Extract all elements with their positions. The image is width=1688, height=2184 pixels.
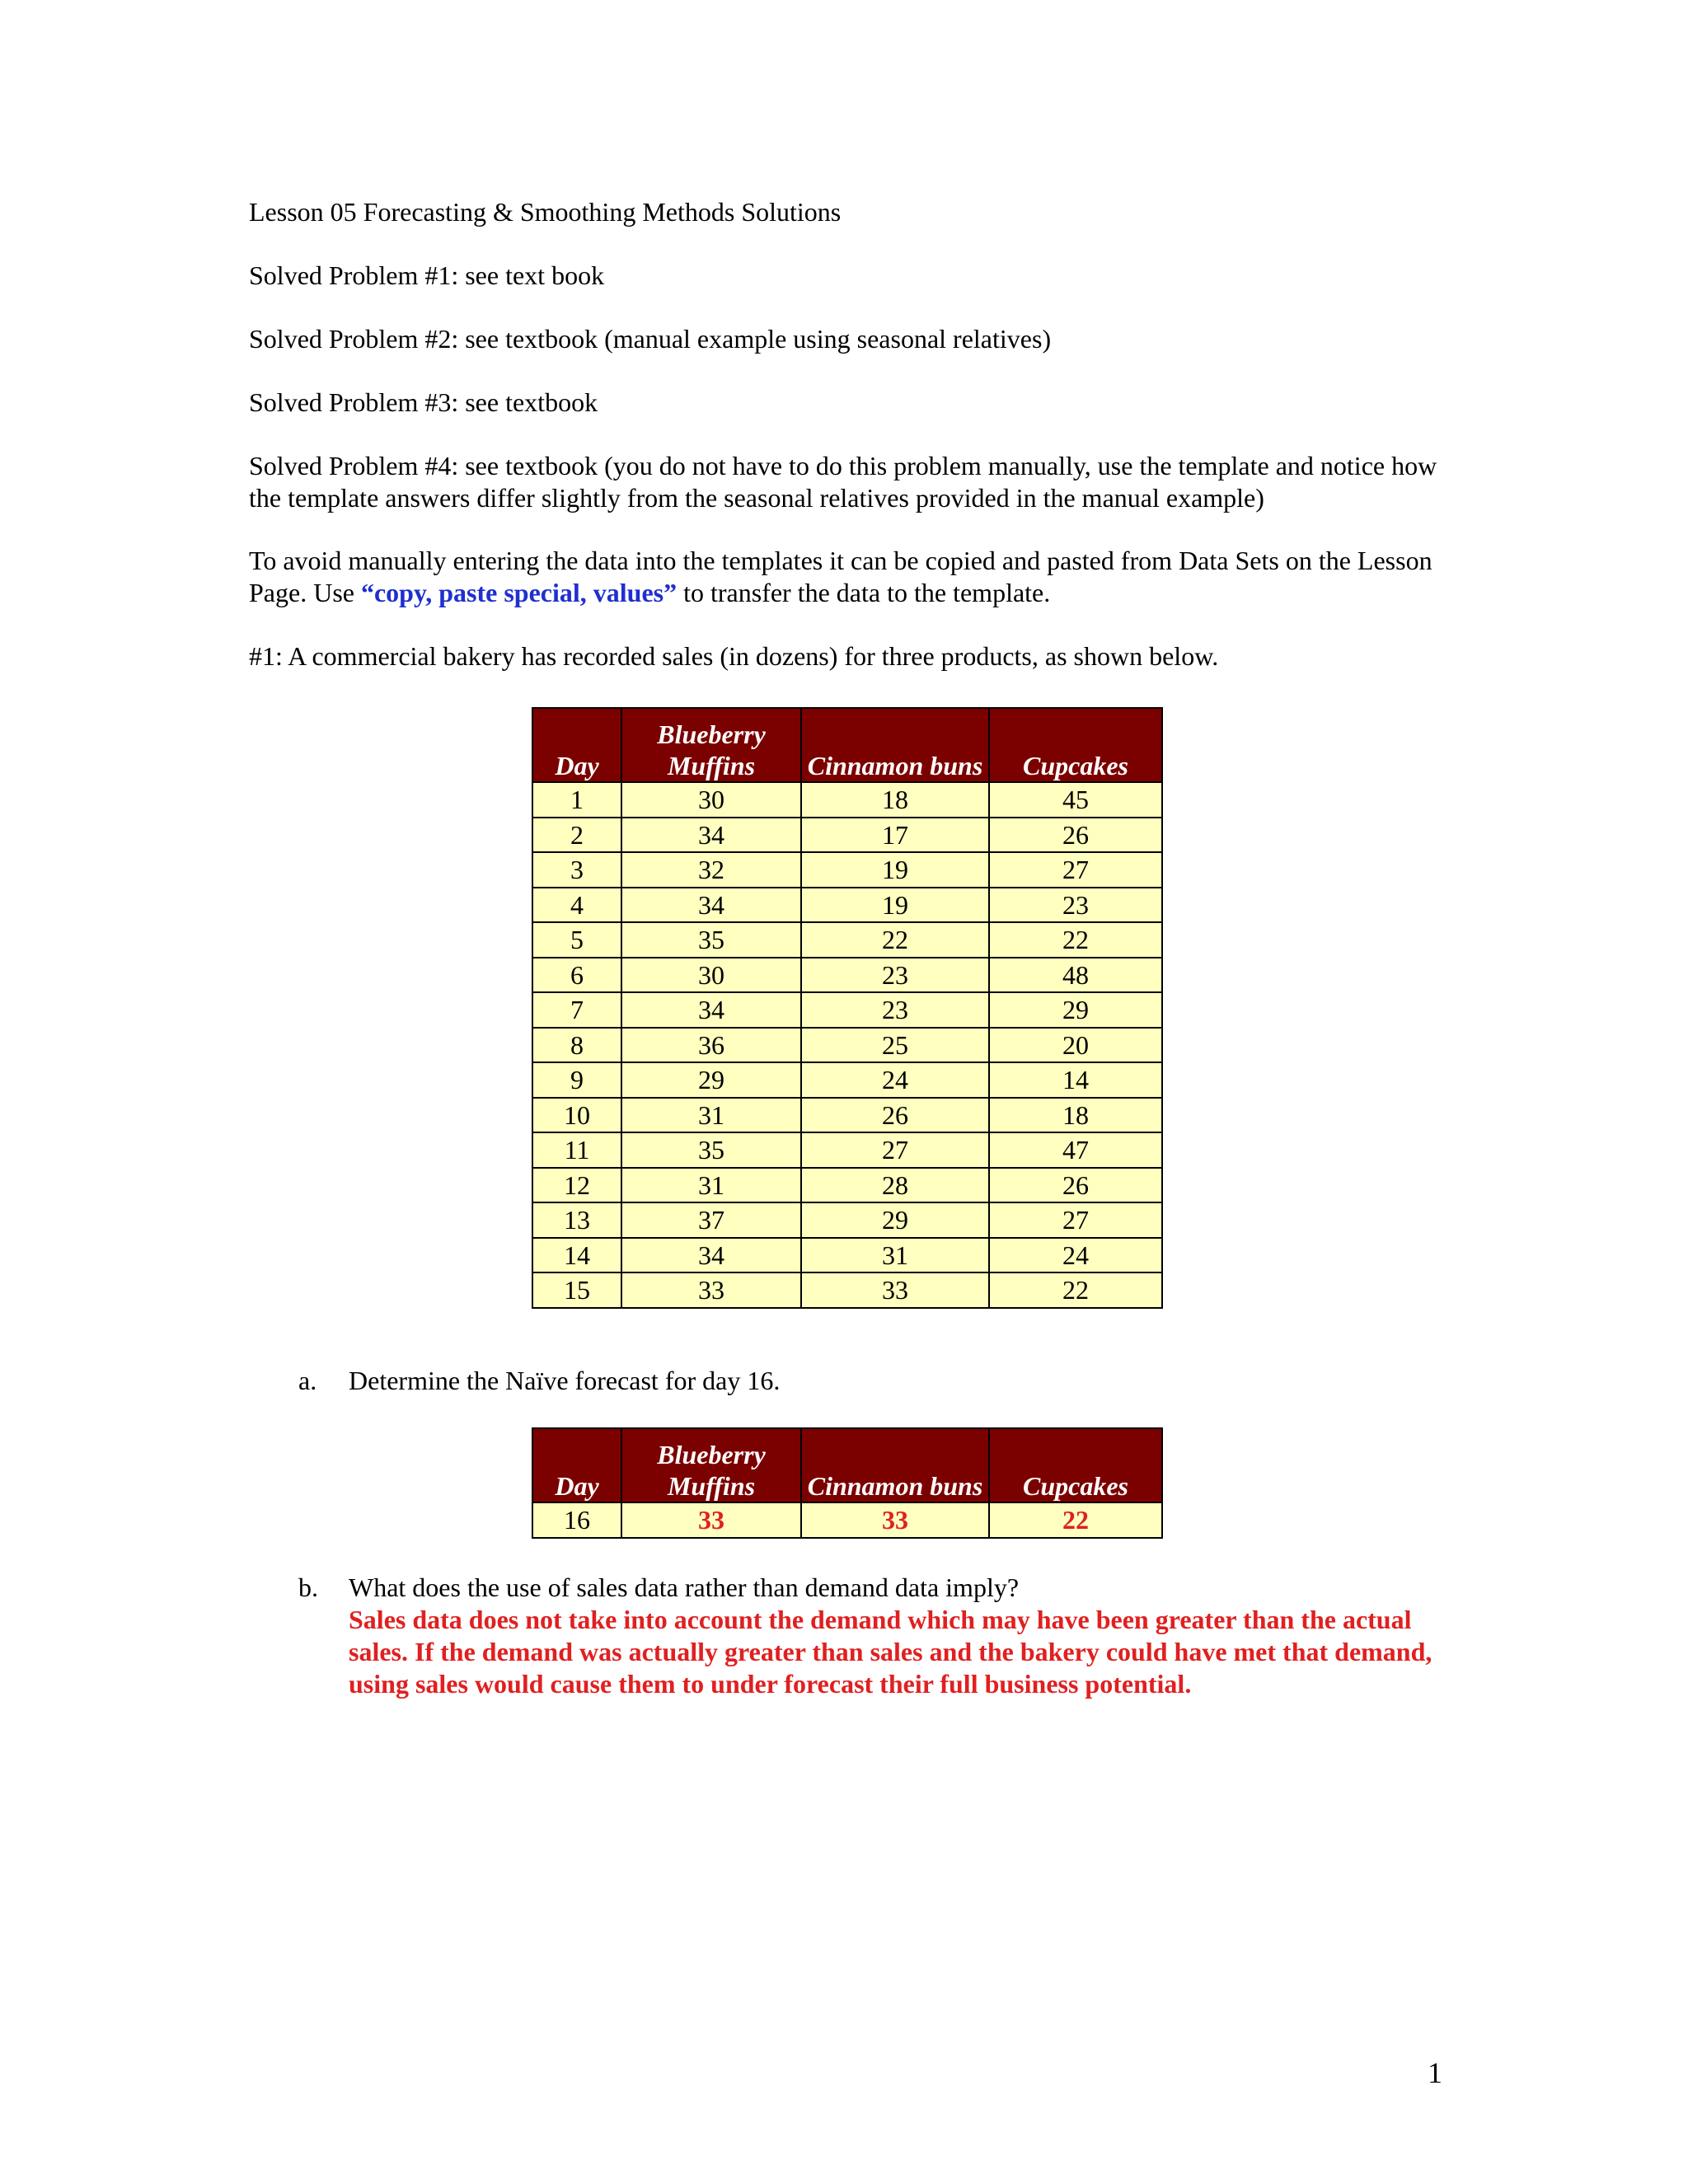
header-cupcakes: Cupcakes <box>989 1428 1162 1502</box>
cell-muffins: 30 <box>621 958 801 993</box>
cell-muffins: 35 <box>621 922 801 958</box>
header-cinnamon-buns: Cinnamon buns <box>801 708 989 782</box>
forecast-buns: 33 <box>801 1502 989 1538</box>
cell-muffins: 34 <box>621 888 801 923</box>
page-title: Lesson 05 Forecasting & Smoothing Methods Solutions <box>249 197 842 227</box>
cell-buns: 26 <box>801 1098 989 1133</box>
cell-cupcakes: 26 <box>989 818 1162 853</box>
cell-cupcakes: 18 <box>989 1098 1162 1133</box>
cell-muffins: 31 <box>621 1098 801 1133</box>
forecast-muffins: 33 <box>621 1502 801 1538</box>
cell-muffins: 36 <box>621 1028 801 1063</box>
problem-statement: #1: A commercial bakery has recorded sales (in dozens) for three products, as shown below. <box>249 641 1219 671</box>
cell-day: 8 <box>532 1028 621 1063</box>
page-number: 1 <box>1428 2056 1442 2089</box>
table-row <box>532 888 1162 923</box>
cell-buns: 33 <box>801 1272 989 1308</box>
table-row <box>532 1168 1162 1203</box>
instructions-text: To avoid manually entering the data into the templates it can be copied and pasted from Data Sets on the Lesson Page. Use <box>249 546 1432 607</box>
cell-buns: 24 <box>801 1062 989 1098</box>
forecast-table-header <box>532 1428 1162 1502</box>
cell-buns: 18 <box>801 782 989 818</box>
table-row <box>532 922 1162 958</box>
cell-buns: 23 <box>801 958 989 993</box>
cell-muffins: 31 <box>621 1168 801 1203</box>
instructions-text-end: to transfer the data to the template. <box>677 578 1051 607</box>
cell-day: 5 <box>532 922 621 958</box>
cell-day: 15 <box>532 1272 621 1308</box>
cell-buns: 19 <box>801 852 989 888</box>
table-row <box>532 1272 1162 1308</box>
header-cinnamon-buns: Cinnamon buns <box>801 1428 989 1502</box>
table-row <box>532 1098 1162 1133</box>
cell-cupcakes: 26 <box>989 1168 1162 1203</box>
header-blueberry-muffins: Blueberry Muffins <box>621 1428 801 1502</box>
cell-day: 3 <box>532 852 621 888</box>
cell-muffins: 34 <box>621 818 801 853</box>
cell-muffins: 34 <box>621 992 801 1028</box>
cell-buns: 29 <box>801 1202 989 1238</box>
header-cupcakes: Cupcakes <box>989 708 1162 782</box>
solved-problem-4: Solved Problem #4: see textbook (you do not have to do this problem manually, use the template and notice how the template answers differ slightly from the seasonal relatives provided in the manual example) <box>249 451 1437 513</box>
cell-day: 13 <box>532 1202 621 1238</box>
table-row <box>532 782 1162 818</box>
cell-cupcakes: 24 <box>989 1238 1162 1273</box>
cell-day: 12 <box>532 1168 621 1203</box>
cell-cupcakes: 45 <box>989 782 1162 818</box>
cell-cupcakes: 47 <box>989 1132 1162 1168</box>
instructions-paragraph <box>249 545 1452 609</box>
cell-buns: 31 <box>801 1238 989 1273</box>
cell-day: 2 <box>532 818 621 853</box>
forecast-cupcakes: 22 <box>989 1502 1162 1538</box>
table-row <box>532 1238 1162 1273</box>
cell-muffins: 32 <box>621 852 801 888</box>
solved-problem-1: Solved Problem #1: see text book <box>249 260 605 290</box>
solved-problem-3: Solved Problem #3: see textbook <box>249 387 598 417</box>
forecast-day: 16 <box>532 1502 621 1538</box>
cell-buns: 25 <box>801 1028 989 1063</box>
forecast-row <box>532 1502 1162 1538</box>
table-row <box>532 1132 1162 1168</box>
cell-cupcakes: 48 <box>989 958 1162 993</box>
cell-buns: 22 <box>801 922 989 958</box>
cell-buns: 23 <box>801 992 989 1028</box>
cell-day: 6 <box>532 958 621 993</box>
sales-table <box>532 707 1163 1309</box>
cell-muffins: 33 <box>621 1272 801 1308</box>
part-a-question: Determine the Naïve forecast for day 16. <box>349 1366 781 1395</box>
cell-muffins: 30 <box>621 782 801 818</box>
part-b-label: b. <box>298 1572 318 1602</box>
table-row <box>532 1028 1162 1063</box>
table-row <box>532 1062 1162 1098</box>
cell-day: 10 <box>532 1098 621 1133</box>
cell-muffins: 34 <box>621 1238 801 1273</box>
cell-cupcakes: 27 <box>989 852 1162 888</box>
part-b-answer: Sales data does not take into account the demand which may have been greater than the actual sales. If the demand was actually greater than sales and the bakery could have met that demand, using sales would cause them to under forecast their full business potential. <box>349 1605 1432 1699</box>
instructions-highlight: “copy, paste special, values” <box>360 578 678 607</box>
cell-cupcakes: 22 <box>989 1272 1162 1308</box>
table-row <box>532 992 1162 1028</box>
cell-cupcakes: 23 <box>989 888 1162 923</box>
cell-day: 1 <box>532 782 621 818</box>
cell-day: 9 <box>532 1062 621 1098</box>
cell-day: 14 <box>532 1238 621 1273</box>
cell-buns: 27 <box>801 1132 989 1168</box>
table-row <box>532 852 1162 888</box>
table-row <box>532 818 1162 853</box>
cell-day: 4 <box>532 888 621 923</box>
cell-muffins: 37 <box>621 1202 801 1238</box>
header-day: Day <box>532 1428 621 1502</box>
cell-cupcakes: 27 <box>989 1202 1162 1238</box>
solved-problem-2: Solved Problem #2: see textbook (manual example using seasonal relatives) <box>249 324 1052 354</box>
cell-cupcakes: 14 <box>989 1062 1162 1098</box>
part-a-label: a. <box>298 1366 317 1395</box>
part-b-question: What does the use of sales data rather than demand data imply? <box>349 1572 1020 1602</box>
cell-muffins: 35 <box>621 1132 801 1168</box>
table-row <box>532 958 1162 993</box>
cell-day: 11 <box>532 1132 621 1168</box>
header-day: Day <box>532 708 621 782</box>
cell-buns: 17 <box>801 818 989 853</box>
cell-buns: 28 <box>801 1168 989 1203</box>
cell-cupcakes: 29 <box>989 992 1162 1028</box>
cell-buns: 19 <box>801 888 989 923</box>
table-row <box>532 1202 1162 1238</box>
sales-table-header <box>532 708 1162 782</box>
header-blueberry-muffins: Blueberry Muffins <box>621 708 801 782</box>
cell-cupcakes: 22 <box>989 922 1162 958</box>
cell-day: 7 <box>532 992 621 1028</box>
cell-muffins: 29 <box>621 1062 801 1098</box>
forecast-table <box>532 1427 1163 1539</box>
cell-cupcakes: 20 <box>989 1028 1162 1063</box>
